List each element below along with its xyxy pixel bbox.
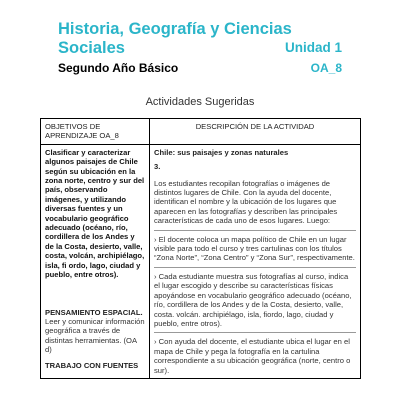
objectives-header: OBJETIVOS DE APRENDIZAJE OA_8 (41, 119, 150, 145)
divider (154, 230, 356, 231)
skill-title-spatial (45, 308, 145, 355)
activity-step: › Con ayuda del docente, el estudiante ubica el lugar en el mapa de Chile y pega la fotografía en la cartulina correspondiente a su ubicación geográfica (norte, centro o sur). (154, 337, 351, 375)
document-header (0, 0, 400, 90)
activity-paragraph-intro: Los estudiantes recopilan fotografías o imágenes de distintos lugares de Chile. Con la ayuda del docente, identifican el nombre y la ubicación de los lugares que aparecen en las fotografías y describen las principales características de cada uno de esos lugares. Luego: (154, 178, 338, 226)
skill-title-text: PENSAMIENTO ESPACIAL. (45, 307, 143, 317)
objective-code: OA_8 (310, 61, 342, 75)
table-row (41, 144, 361, 378)
activity-step: › El docente coloca un mapa político de Chile en un lugar visible para todo el curso y tres cartulinas con los títulos “Zona Norte”, “Zona Centro” y “Zona Sur”, respectivamente. (154, 234, 355, 263)
grade-level: Segundo Año Básico (58, 61, 179, 75)
description-cell (150, 144, 361, 378)
description-header: DESCRIPCIÓN DE LA ACTIVIDAD (150, 119, 361, 145)
activity-step: › Cada estudiante muestra sus fotografías al curso, indica el lugar escogido y describe su características físicas apoyándose en vocabulario geográfico adecuado (océano, río, cordillera de los Andes y de la Costa, desierto, valle, costa. volcán. archipiélago, isla, fiordo, lago, ciudad y pueblo, entre otros). (154, 271, 352, 328)
skill-title-sources: TRABAJO CON FUENTES (45, 360, 139, 370)
activity-title: Chile: sus paisajes y zonas naturales (154, 147, 289, 157)
objectives-cell (41, 144, 150, 378)
divider (154, 267, 356, 268)
table-header-row (41, 119, 361, 145)
unit-label: Unidad 1 (284, 40, 342, 55)
activities-table (40, 118, 361, 379)
divider (154, 332, 356, 333)
subject-title: Historia, Geografía y Ciencias Sociales (58, 20, 292, 57)
objective-text: Clasificar y caracterizar algunos paisajes de Chile según su ubicación en la zona norte, centro y sur del país, observando imágenes, y utilizando diversas fuentes y un vocabulario geográfico adecuado (océano, río, cordillera de los Andes y de la Costa, desierto, valle, costa, volcán, archipiélago, isla, fi ordo, lago, ciudad y pueblo, entre otros). (45, 147, 145, 280)
section-title: Actividades Sugeridas (145, 96, 255, 108)
skill-description: Leer y comunicar información geográfica a través de distintas herramientas. (OA d) (45, 316, 145, 355)
activity-number: 3. (154, 162, 161, 172)
